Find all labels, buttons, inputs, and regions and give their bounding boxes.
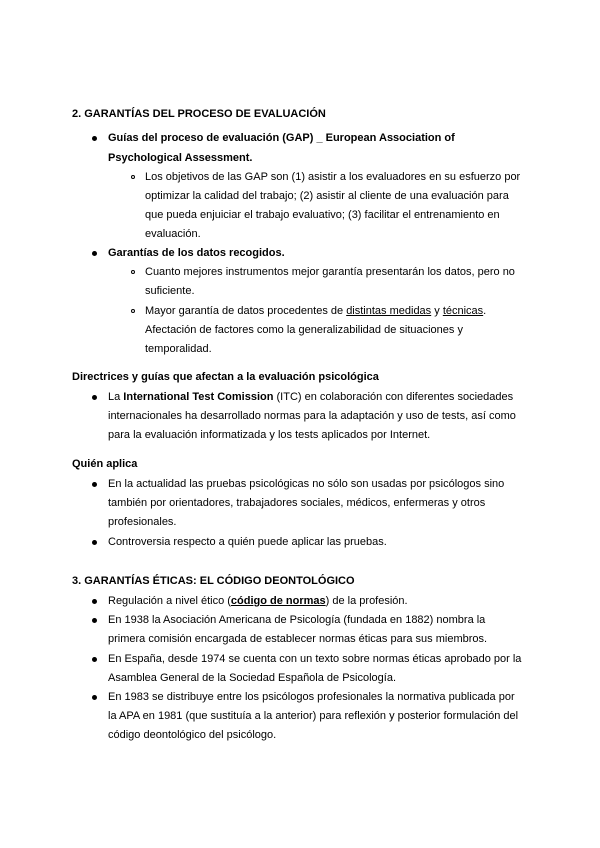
sub-bullet-icon (131, 309, 135, 313)
gap-item-line-2: Psychological Assessment. (108, 152, 253, 164)
directrices-heading: Directrices y guías que afectan a la evaluación psicológica (72, 371, 379, 383)
instruments-line-1: Cuanto mejores instrumentos mejor garantía presentarán los datos, pero no (145, 266, 515, 278)
quien-line-1: En la actualidad las pruebas psicológicas no sólo son usadas por psicólogos sino (108, 478, 505, 490)
bullet-icon (92, 136, 97, 141)
bullet-icon (92, 251, 97, 256)
measures-line-2: Afectación de factores como la generalizabilidad de situaciones y (145, 324, 463, 336)
bullet-icon (92, 657, 97, 662)
sub-bullet-icon (131, 175, 135, 179)
bullet-icon (92, 695, 97, 700)
section-3-heading: 3. GARANTÍAS ÉTICAS: EL CÓDIGO DEONTOLÓGICO (72, 575, 355, 587)
measures-line-1: Mayor garantía de datos procedentes de distintas medidas y técnicas. (145, 305, 487, 317)
quien-line-3: profesionales. (108, 516, 177, 528)
data-guarantee-item: Garantías de los datos recogidos. (108, 247, 285, 259)
bullet-icon (92, 618, 97, 623)
gap-item-line-1: Guías del proceso de evaluación (GAP) _ European Association of (108, 132, 455, 144)
apa-1938-line-1: En 1938 la Asociación Americana de Psicología (fundada en 1882) nombra la (108, 614, 486, 626)
codigo-de-normas-link[interactable]: código de normas (230, 595, 326, 607)
quien-line-2: también por orientadores, trabajadores sociales, médicos, enfermeras y otros (108, 497, 486, 509)
gap-objectives-line-3: que pueda enjuiciar el trabajo evaluativo; (3) facilitar el entrenamiento en (145, 209, 500, 221)
bullet-icon (92, 482, 97, 487)
espana-line-2: Asamblea General de la Sociedad Española de Psicología. (108, 672, 397, 684)
tecnicas-link[interactable]: técnicas (442, 305, 484, 317)
distintas-medidas-link[interactable]: distintas medidas (346, 305, 432, 317)
quien-aplica-heading: Quién aplica (72, 458, 138, 470)
section-2-heading: 2. GARANTÍAS DEL PROCESO DE EVALUACIÓN (72, 108, 326, 120)
sub-bullet-icon (131, 270, 135, 274)
gap-objectives-line-4: evaluación. (145, 228, 201, 240)
bullet-icon (92, 599, 97, 604)
espana-line-1: En España, desde 1974 se cuenta con un texto sobre normas éticas aprobado por la (108, 653, 522, 665)
instruments-line-2: suficiente. (145, 285, 195, 297)
controversia-line: Controversia respecto a quién puede aplicar las pruebas. (108, 536, 387, 548)
itc-line-3: para la evaluación informatizada y los tests aplicados por Internet. (108, 429, 431, 441)
itc-line-2: internacionales ha desarrollado normas para la adaptación y uso de tests, así como (108, 410, 516, 422)
bullet-icon (92, 540, 97, 545)
bullet-icon (92, 395, 97, 400)
apa-1983-line-3: código deontológico del psicólogo. (108, 729, 277, 741)
apa-1983-line-1: En 1983 se distribuye entre los psicólogos profesionales la normativa publicada por (108, 691, 515, 703)
measures-line-3: temporalidad. (145, 343, 212, 355)
itc-line-1: La International Test Comission (ITC) en colaboración con diferentes sociedades (108, 391, 514, 403)
gap-objectives-line-2: optimizar la calidad del trabajo; (2) asistir al cliente de una evaluación para (145, 190, 509, 202)
apa-1938-line-2: primera comisión encargada de establecer normas éticas para sus miembros. (108, 633, 488, 645)
apa-1983-line-2: la APA en 1981 (que sustituía a la anterior) para reflexión y posterior formulación del (108, 710, 519, 722)
regulacion-line: Regulación a nivel ético (código de normas) de la profesión. (108, 595, 408, 607)
gap-objectives-line-1: Los objetivos de las GAP son (1) asistir a los evaluadores en su esfuerzo por (145, 171, 521, 183)
